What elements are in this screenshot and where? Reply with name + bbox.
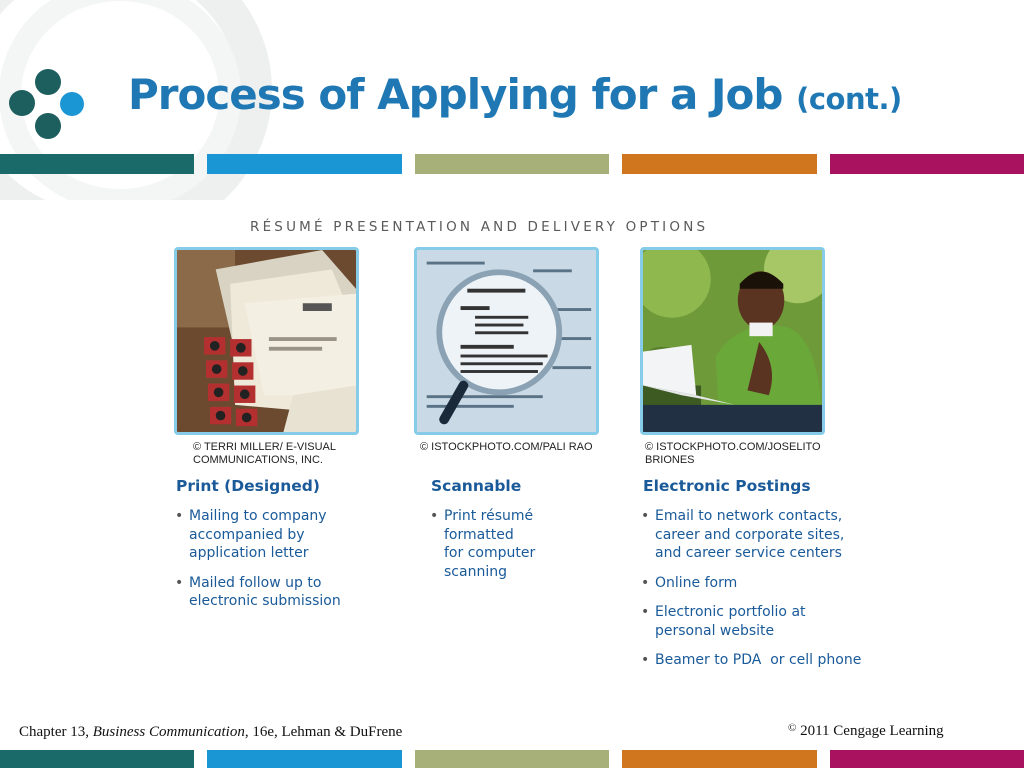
magenta-bar (830, 154, 1024, 174)
list-item (430, 507, 535, 581)
photo-credit (420, 441, 593, 454)
teal-bar (0, 750, 194, 768)
list-item-line: • Online form (655, 574, 738, 591)
list-item-line: and career service centers (655, 545, 842, 561)
list-item-line: for computer (444, 545, 536, 561)
copyright-text: 2011 Cengage Learning (796, 723, 944, 739)
footer-book-title: Business Communication (92, 724, 245, 740)
list-item-line: accompanied by (189, 526, 305, 543)
list-item (641, 651, 861, 670)
page-title-suffix: (cont.) (796, 82, 902, 116)
footer-copyright (788, 722, 944, 740)
credit-line: COMMUNICATIONS, INC. (193, 454, 323, 466)
column-heading-print: Print (Designed) (176, 477, 320, 495)
credit-line: © TERRI MILLER/ E-VISUAL (193, 441, 336, 453)
footer-chapter: Chapter 13, (19, 724, 93, 740)
list-item-line: • Beamer to PDA or cell phone (655, 652, 862, 668)
credit-line: © ISTOCKPHOTO.COM/JOSELITO (645, 441, 821, 453)
list-item-line: • Email to network contacts, (655, 508, 843, 524)
dots-logo-icon (6, 66, 90, 142)
olive-bar (415, 154, 609, 174)
page-title (128, 70, 902, 119)
orange-bar (622, 750, 816, 768)
list-item-line: career and corporate sites, (655, 526, 845, 543)
list-item-line: • Print résumé (444, 508, 534, 524)
list-item (641, 574, 861, 593)
orange-bar (622, 154, 816, 174)
credit-line: BRIONES (645, 454, 695, 466)
list-item-line: electronic submission (189, 593, 341, 609)
list-item-line: scanning (444, 563, 507, 580)
page-title-main: Process of Applying for a Job (128, 70, 783, 119)
list-item-line: • Mailed follow up to (189, 574, 322, 591)
list-item-line: personal website (655, 622, 775, 639)
column-heading-electronic: Electronic Postings (643, 477, 811, 495)
blue-bar (207, 154, 401, 174)
top-color-bars (0, 154, 1024, 174)
column-heading-scannable: Scannable (431, 477, 522, 495)
blue-bar (207, 750, 401, 768)
list-item (641, 603, 861, 640)
magnifier-resume-photo (414, 247, 599, 435)
photo-credit (645, 441, 821, 467)
bullet-list-print (175, 507, 341, 622)
photo-credit (193, 441, 336, 467)
teal-bar (0, 154, 194, 174)
list-item-line: formatted (444, 526, 514, 543)
credit-line: © ISTOCKPHOTO.COM/PALI RAO (420, 441, 593, 453)
list-item (175, 507, 341, 563)
bottom-color-bars (0, 750, 1024, 768)
list-item (641, 507, 861, 563)
footer-edition: , 16e, Lehman & DuFrene (244, 724, 403, 740)
list-item (175, 574, 341, 611)
olive-bar (415, 750, 609, 768)
list-item-line: application letter (189, 545, 309, 561)
footer-citation (19, 724, 402, 741)
bullet-list-scannable (430, 507, 535, 592)
section-heading: RÉSUMÉ PRESENTATION AND DELIVERY OPTIONS (250, 219, 709, 235)
man-laptop-photo (640, 247, 825, 435)
envelopes-stamps-photo (174, 247, 359, 435)
list-item-line: • Electronic portfolio at (655, 604, 806, 620)
magenta-bar (830, 750, 1024, 768)
copyright-symbol: © (788, 722, 797, 734)
bullet-list-electronic (641, 507, 861, 681)
list-item-line: • Mailing to company (189, 508, 327, 524)
